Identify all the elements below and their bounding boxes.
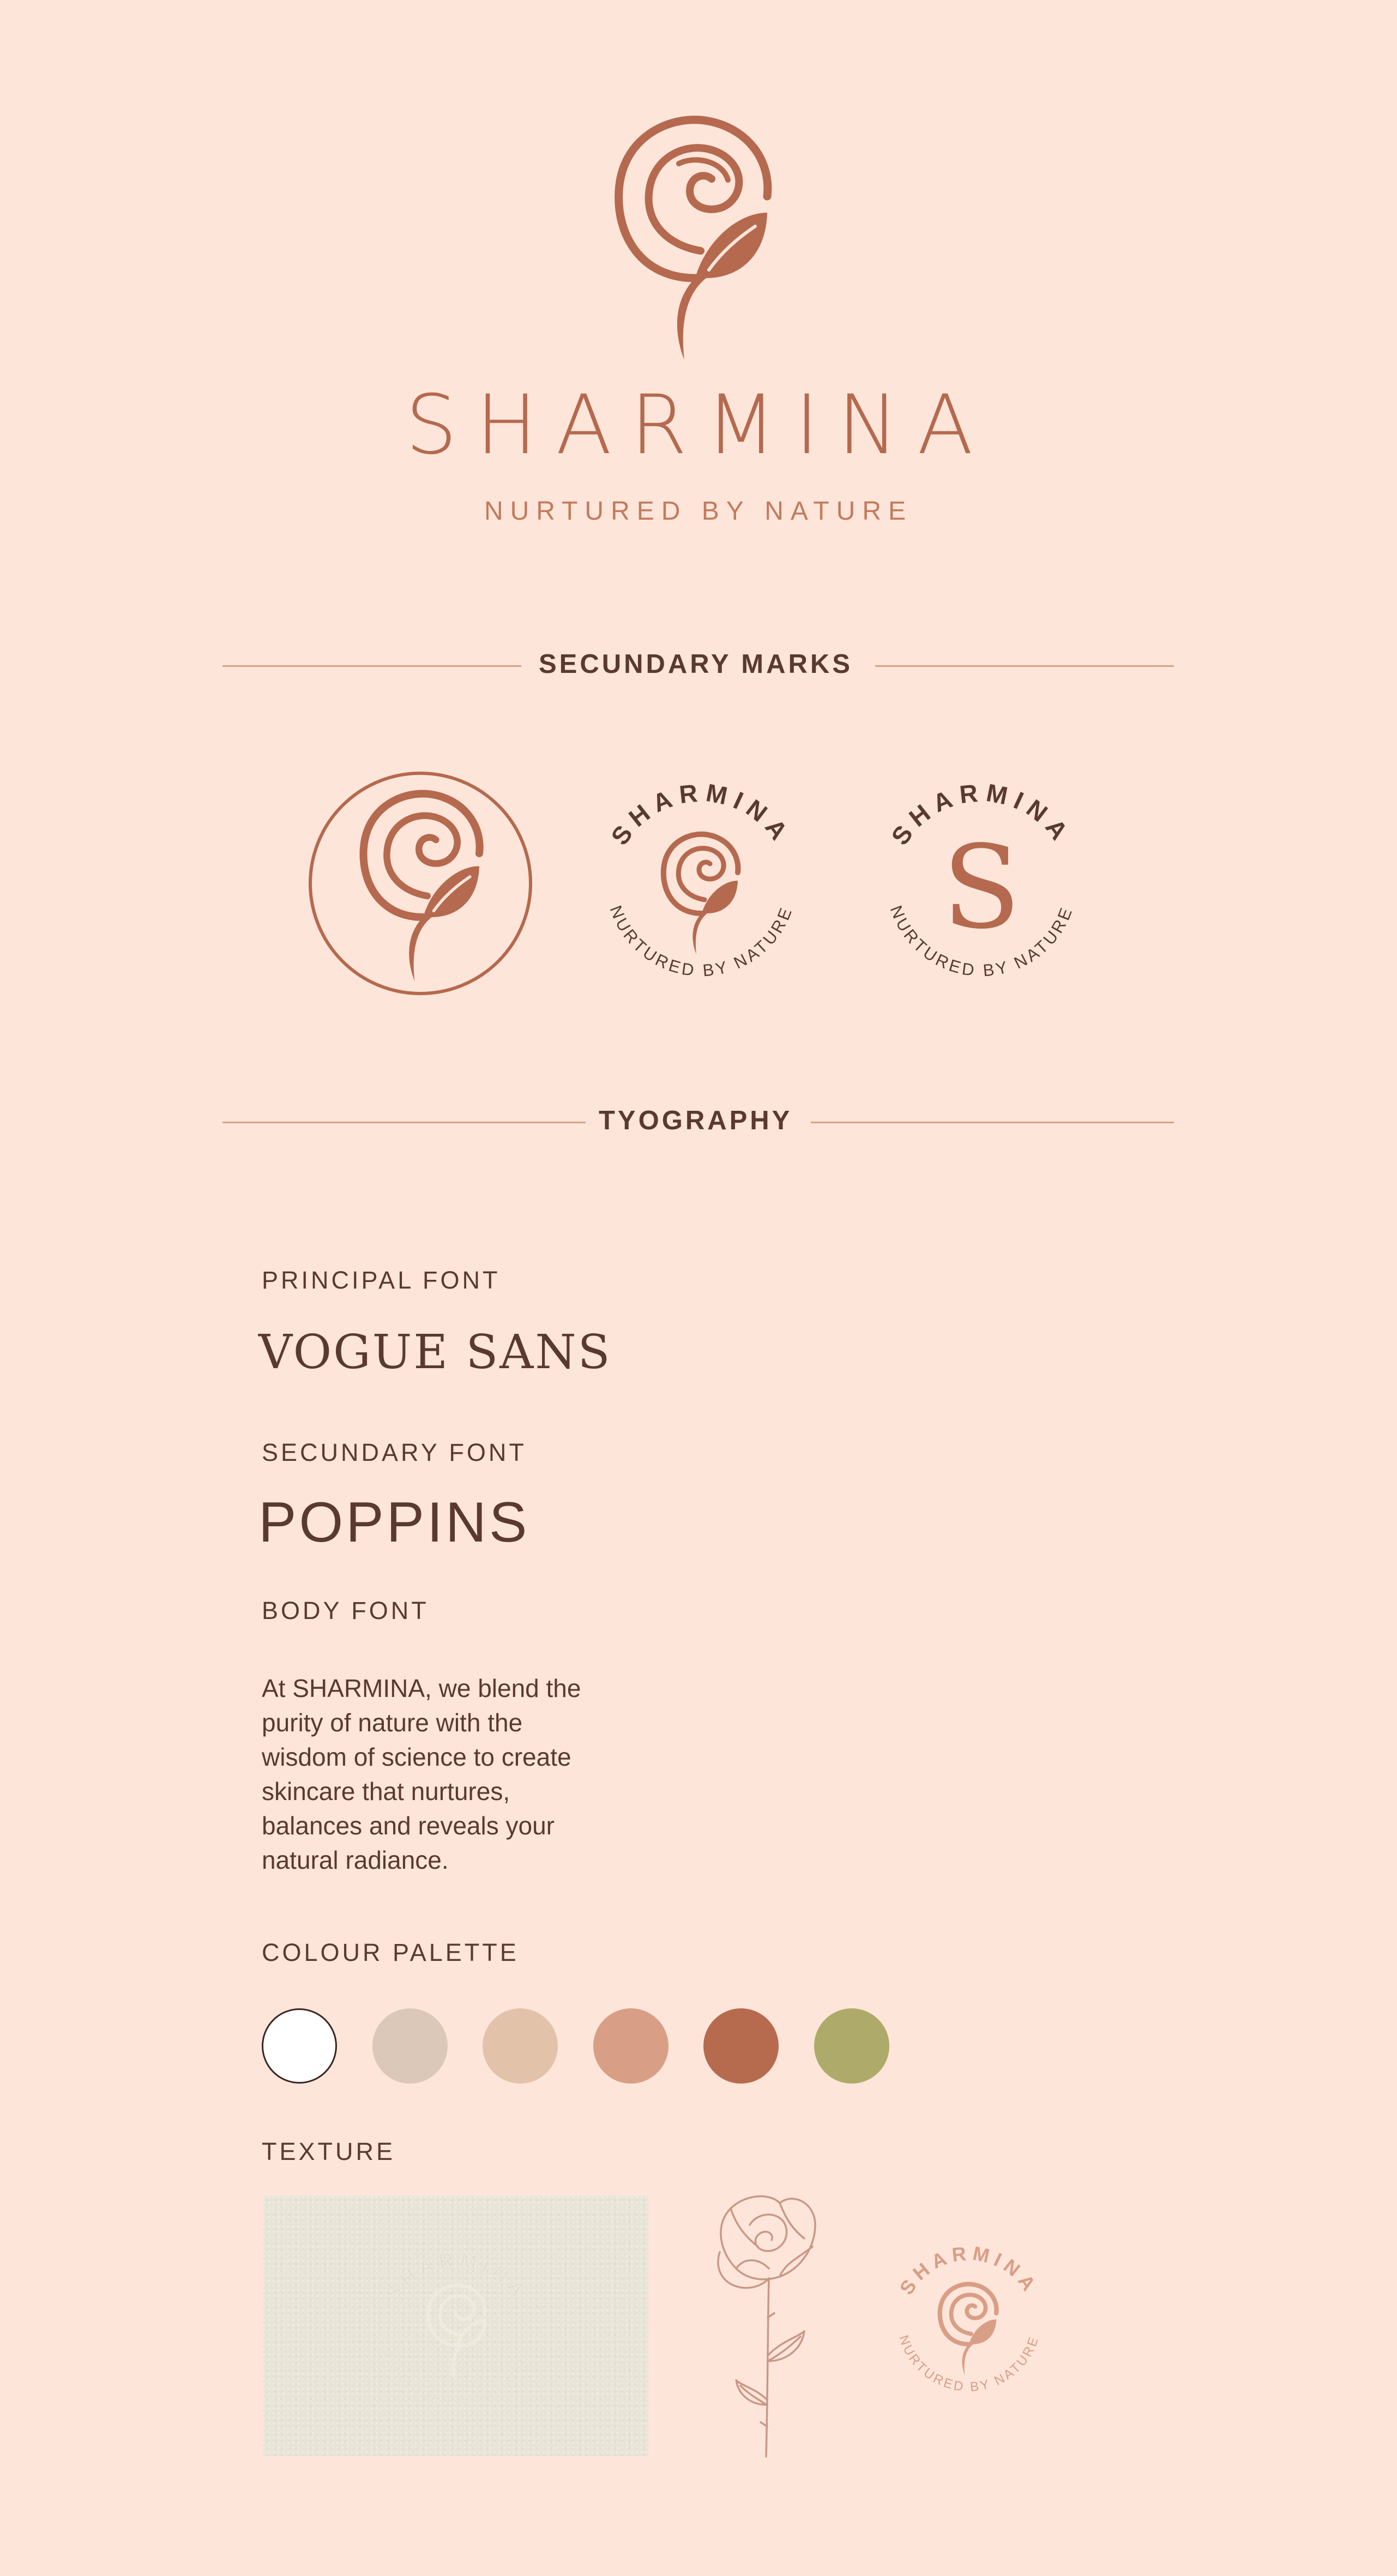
body-line: At SHARMINA, we blend the <box>262 1674 581 1702</box>
peach-rose-icon <box>940 2284 997 2375</box>
peach-badge-mark <box>879 2230 1059 2410</box>
badge-top-text: SHARMINA <box>886 778 1077 851</box>
colour-palette-label: COLOUR PALETTE <box>262 1939 519 1966</box>
badge-bottom-text: NURTURED BY NATURE <box>896 2333 1042 2395</box>
secondary-marks-title: SECUNDARY MARKS <box>539 649 853 679</box>
swatch-sand <box>483 2008 558 2084</box>
principal-font-label: PRINCIPAL FONT <box>262 1266 501 1294</box>
svg-text:NURTURED BY NATURE: NURTURED BY NATURE <box>381 2350 532 2410</box>
texture-label: TEXTURE <box>262 2138 396 2165</box>
section-rule-left <box>222 665 521 667</box>
body-line: natural radiance. <box>262 1846 449 1874</box>
badge-bottom-text: NURTURED BY NATURE <box>606 902 797 980</box>
section-rule-right <box>811 1122 1174 1123</box>
secondary-font-label: SECUNDARY FONT <box>262 1439 527 1466</box>
swatch-peach <box>593 2008 669 2084</box>
body-line: skincare that nurtures, <box>262 1777 510 1805</box>
circle-rose-mark-icon <box>300 763 540 1003</box>
badge-monogram-mark <box>862 763 1101 1003</box>
body-font-label: BODY FONT <box>262 1597 429 1624</box>
body-line: purity of nature with the <box>262 1708 523 1737</box>
badge-top-text: SHARMINA <box>895 2242 1043 2299</box>
body-line: wisdom of science to create <box>262 1743 571 1771</box>
body-line: balances and reveals your <box>262 1811 555 1840</box>
monogram-letter: S <box>942 821 1021 954</box>
badge-bottom-text: NURTURED BY NATURE <box>886 902 1077 980</box>
brand-wordmark: SHARMINA <box>405 378 992 473</box>
swatch-white <box>262 2008 337 2084</box>
svg-text:SHARMINA: SHARMINA <box>381 2248 532 2305</box>
swatch-greige <box>372 2008 448 2084</box>
typography-title: TYOGRAPHY <box>599 1106 793 1135</box>
principal-font-sample: VOGUE SANS <box>258 1325 612 1380</box>
line-rose-illustration-icon <box>698 2187 829 2459</box>
badge-rose-mark <box>581 763 821 1003</box>
swatch-olive <box>814 2008 889 2084</box>
secondary-font-sample: POPPINS <box>258 1491 530 1554</box>
badge-rose-icon <box>664 834 738 954</box>
section-rule-right <box>875 665 1174 667</box>
swatch-terracotta <box>703 2008 779 2084</box>
embossed-badge-icon <box>263 2196 648 2456</box>
brand-tagline: NURTURED BY NATURE <box>484 497 913 526</box>
section-rule-left <box>222 1122 586 1123</box>
embossed-paper-texture <box>263 2196 648 2456</box>
rose-logo-icon <box>613 115 777 365</box>
badge-top-text: SHARMINA <box>605 778 797 851</box>
body-copy-sample <box>262 1671 654 1877</box>
